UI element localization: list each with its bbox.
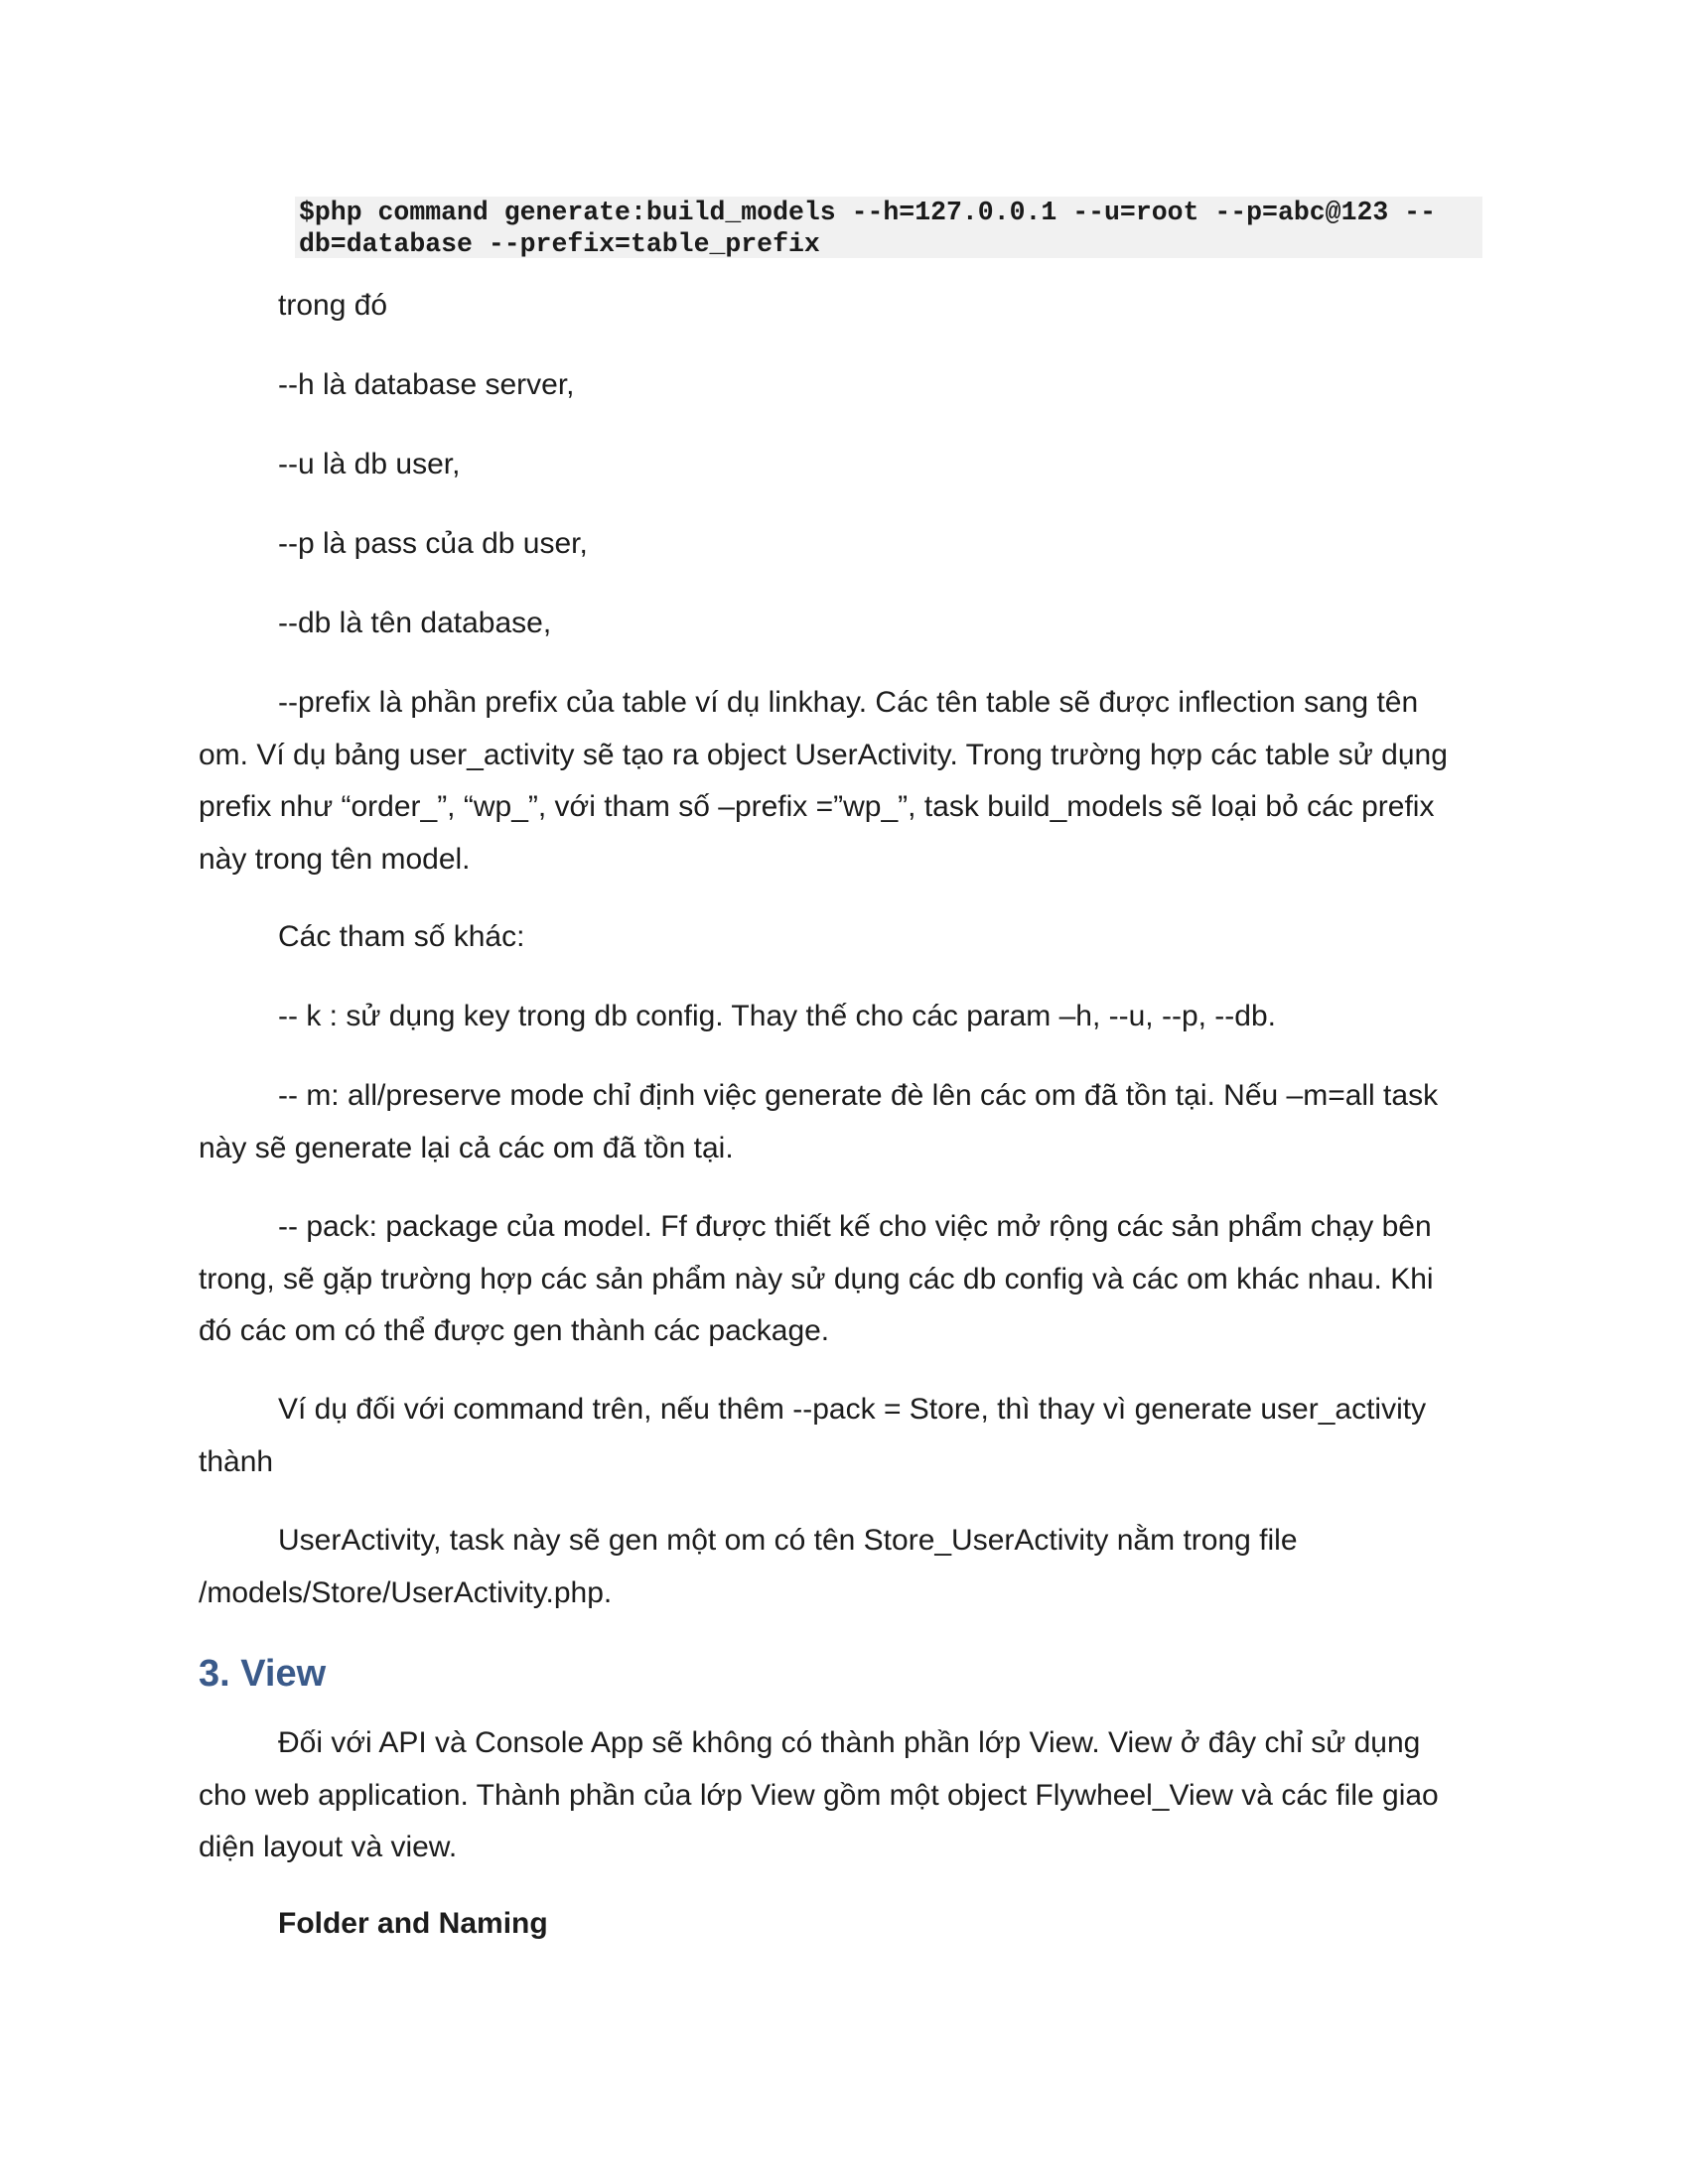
prefix-line-2: om. Ví dụ bảng user_activity sẽ tạo ra object UserActivity. Trong trường hợp các table sử dụng [199,738,1448,771]
example-line-2: thành [199,1444,274,1478]
view-intro-line-2: cho web application. Thành phần của lớp View gồm một object Flywheel_View và các file giao [199,1778,1439,1812]
example-line-1: Ví dụ đối với command trên, nếu thêm --pack = Store, thì thay vì generate user_activity [278,1393,1427,1426]
paragraph-example [199,1384,1485,1488]
useractivity-line-1: UserActivity, task này sẽ gen một om có tên Store_UserActivity nằm trong file [278,1524,1298,1557]
paragraph-useractivity [199,1515,1485,1619]
paragraph-param-p: --p là pass của db user, [278,527,588,560]
prefix-line-3: prefix như “order_”, “wp_”, với tham số –prefix =”wp_”, task build_models sẽ loại bỏ các prefix [199,790,1435,823]
prefix-line-4: này trong tên model. [199,842,471,876]
pack-line-3: đó các om có thể được gen thành các package. [199,1314,830,1347]
pack-line-2: trong, sẽ gặp trường hợp các sản phẩm này sử dụng các db config và các om khác nhau. Khi [199,1262,1434,1296]
paragraph-param-u: --u là db user, [278,448,461,480]
pack-line-1: -- pack: package của model. Ff được thiết kế cho việc mở rộng các sản phẩm chạy bên [278,1210,1432,1243]
paragraph-trong-do: trong đó [278,289,388,322]
view-intro-line-3: diện layout và view. [199,1831,458,1863]
view-intro-line-1: Đối với API và Console App sẽ không có thành phần lớp View. View ở đây chỉ sử dụng [278,1726,1421,1759]
prefix-line-1: --prefix là phần prefix của table ví dụ linkhay. Các tên table sẽ được inflection sang tên [278,686,1419,719]
subheading-folder-naming: Folder and Naming [278,1907,548,1940]
paragraph-other-params: Các tham số khác: [278,920,525,953]
m-line-2: này sẽ generate lại cả các om đã tồn tại. [199,1131,734,1164]
code-line-2: db=database --prefix=table_prefix [299,229,820,259]
paragraph-param-k: -- k : sử dụng key trong db config. Thay thế cho các param –h, --u, --p, --db. [278,1000,1276,1032]
m-line-1: -- m: all/preserve mode chỉ định việc generate đè lên các om đã tồn tại. Nếu –m=all task [278,1079,1439,1112]
section-heading-view: 3. View [199,1653,327,1695]
code-block [295,197,1482,258]
paragraph-param-pack [199,1201,1485,1358]
code-line-1: $php command generate:build_models --h=127.0.0.1 --u=root --p=abc@123 -- [299,198,1436,227]
paragraph-param-prefix [199,677,1485,886]
paragraph-param-m [199,1070,1485,1174]
useractivity-line-2: /models/Store/UserActivity.php. [199,1575,613,1609]
paragraph-param-h: --h là database server, [278,368,575,401]
paragraph-param-db: --db là tên database, [278,607,552,639]
paragraph-view-intro [199,1717,1485,1874]
